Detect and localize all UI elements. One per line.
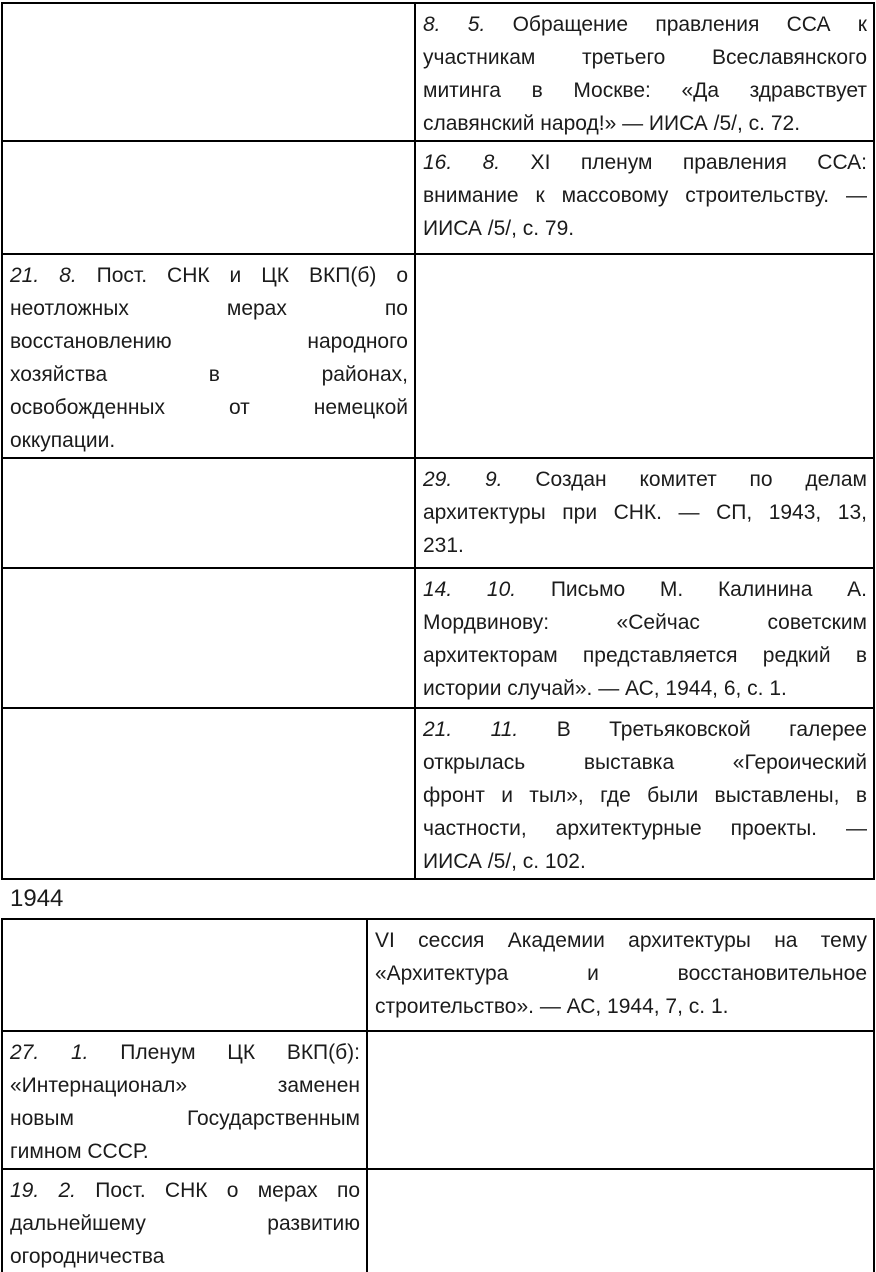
event-date: 27. 1.	[10, 1041, 89, 1064]
event-cell-empty	[367, 1169, 874, 1272]
text-line: оккупации.	[10, 429, 116, 452]
table-row	[2, 3, 874, 141]
text-line: восстановлению народного	[10, 330, 408, 353]
text-line: хозяйства в районах,	[10, 363, 408, 386]
event-cell-empty	[2, 919, 367, 1031]
event-cell-empty	[2, 458, 415, 568]
event-cell-empty	[2, 568, 415, 708]
year-heading: 1944	[10, 885, 64, 912]
text-line: архитектуры при СНК. — СП, 1943, 13,	[423, 501, 867, 524]
event-date: 21. 11.	[423, 718, 519, 741]
event-cell-empty	[415, 254, 874, 458]
chronology-table-1943	[1, 2, 875, 880]
text-line: ИИСА /5/, с. 102.	[423, 850, 586, 873]
event-cell	[367, 919, 874, 1031]
event-cell-empty	[367, 1031, 874, 1169]
event-cell	[2, 254, 415, 458]
text-line: новым Государственным	[10, 1107, 360, 1130]
text-line: участникам третьего Всеславянского	[423, 46, 867, 69]
text-line: VI сессия Академии архитектуры на тему	[375, 929, 867, 952]
table-row	[2, 141, 874, 254]
text-line: гимном СССР.	[10, 1140, 149, 1163]
event-cell	[415, 141, 874, 254]
table-row	[2, 568, 874, 708]
text-line: частности, архитектурные проекты. —	[423, 817, 867, 840]
text-line: огородничества	[10, 1245, 165, 1268]
text-line: 19. 2. Пост. СНК о мерах по	[10, 1179, 360, 1202]
text-line: неотложных мерах по	[10, 297, 408, 320]
event-cell	[2, 1169, 367, 1272]
text-line: 21. 11. В Третьяковской галерее	[423, 718, 867, 741]
text-line: митинга в Москве: «Да здравствует	[423, 79, 867, 102]
table-row	[2, 919, 874, 1031]
event-date: 14. 10.	[423, 578, 517, 601]
text-line: славянский народ!» — ИИСА /5/, с. 72.	[423, 112, 801, 135]
text-line: строительство». — АС, 1944, 7, с. 1.	[375, 995, 729, 1018]
text-line: 231.	[423, 534, 464, 557]
text-line: внимание к массовому строительству. —	[423, 184, 867, 207]
text-line: открылась выставка «Героический	[423, 751, 867, 774]
text-line: «Интернационал» заменен	[10, 1074, 360, 1097]
event-date: 8. 5.	[423, 13, 486, 36]
event-date: 21. 8.	[10, 264, 77, 287]
text-line: освобожденных от немецкой	[10, 396, 408, 419]
table-row	[2, 458, 874, 568]
event-cell-empty	[2, 141, 415, 254]
table-row	[2, 254, 874, 458]
table-row	[2, 1031, 874, 1169]
event-cell-empty	[2, 708, 415, 879]
event-date: 16. 8.	[423, 151, 501, 174]
event-cell	[415, 708, 874, 879]
event-cell	[415, 458, 874, 568]
text-line: истории случай». — АС, 1944, 6, с. 1.	[423, 677, 787, 700]
text-line: 27. 1. Пленум ЦК ВКП(б):	[10, 1041, 361, 1064]
text-line: 29. 9. Создан комитет по делам	[423, 468, 867, 491]
text-line: архитекторам представляется редкий в	[423, 644, 867, 667]
text-line: 14. 10. Письмо М. Калинина А.	[423, 578, 867, 601]
table-row	[2, 708, 874, 879]
table-row	[2, 1169, 874, 1272]
event-cell-empty	[2, 3, 415, 141]
text-line: «Архитектура и восстановительное	[375, 962, 867, 985]
event-cell	[415, 3, 874, 141]
event-cell	[415, 568, 874, 708]
text-line: фронт и тыл», где были выставлены, в	[423, 784, 867, 807]
event-date: 29. 9.	[423, 468, 503, 491]
text-line: 16. 8. XI пленум правления ССА:	[423, 151, 868, 174]
chronology-table-1944	[1, 918, 875, 1272]
text-line: 21. 8. Пост. СНК и ЦК ВКП(б) о	[10, 264, 408, 287]
text-line: Мордвинову: «Сейчас советским	[423, 611, 867, 634]
text-line: дальнейшему развитию	[10, 1212, 360, 1235]
text-line: ИИСА /5/, с. 79.	[423, 217, 575, 240]
event-date: 19. 2.	[10, 1179, 76, 1202]
text-line: 8. 5. Обращение правления ССА к	[423, 13, 867, 36]
event-cell	[2, 1031, 367, 1169]
